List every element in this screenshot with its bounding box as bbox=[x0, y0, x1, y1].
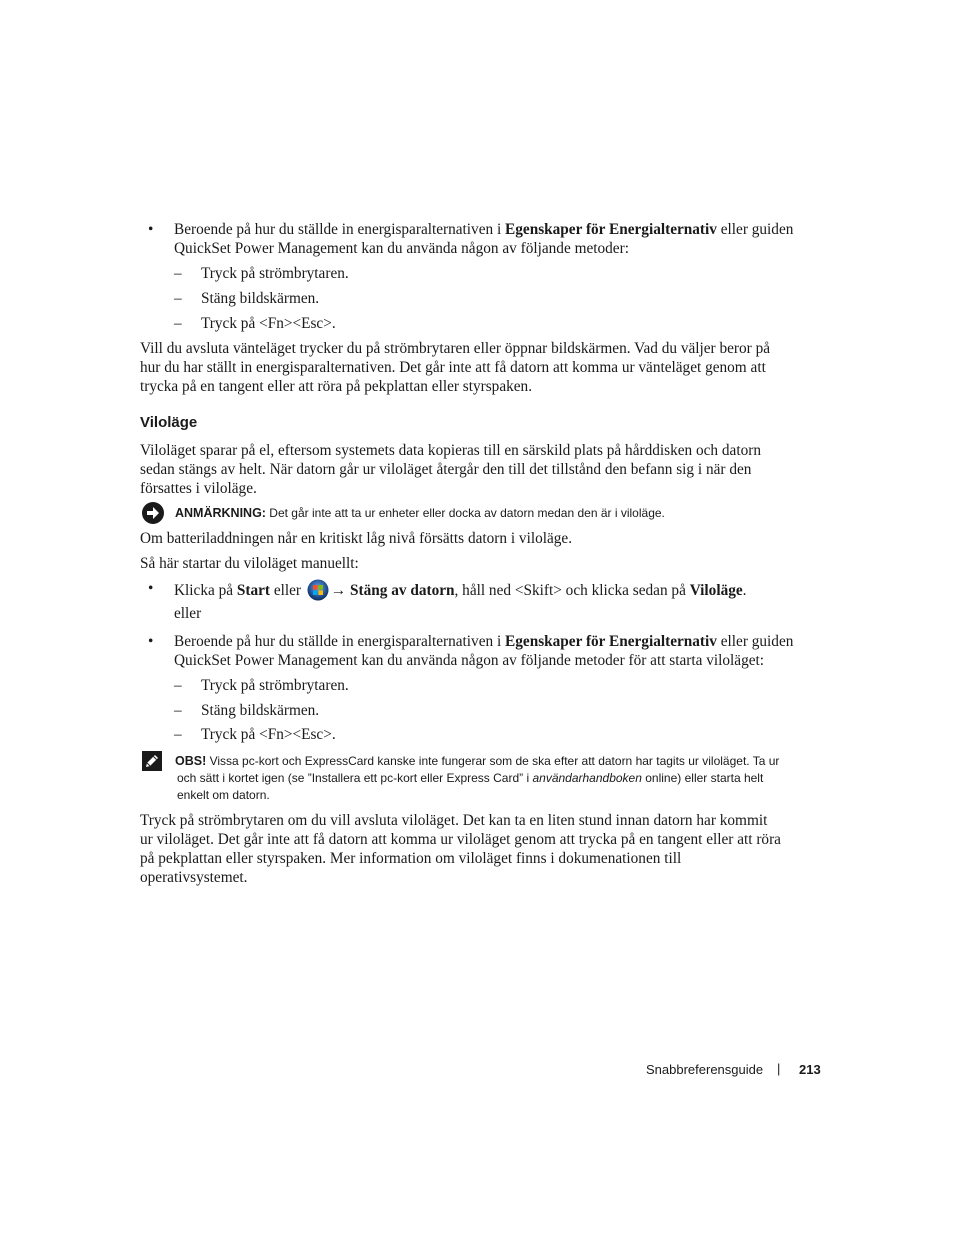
standby-intro-line-1: Beroende på hur du ställde in energisparalternativen i Egenskaper för Energialternativ eller guiden bbox=[174, 221, 794, 238]
dash-glyph: – bbox=[174, 677, 182, 694]
notice-arrow-icon bbox=[142, 502, 164, 524]
shutdown-label: Stäng av datorn bbox=[349, 582, 455, 599]
closing-paragraph-line: ur viloläget. Det går inte att få datorn att komma ur viloläget genom att trycka på en tangent eller att röra bbox=[140, 831, 781, 848]
battery-line: Om batteriladdningen når en kritiskt låg nivå försätts datorn i viloläge. bbox=[140, 530, 573, 547]
list-item: Tryck på strömbrytaren. bbox=[201, 677, 349, 694]
windows-start-icon bbox=[307, 579, 329, 601]
list-item: Tryck på <Fn><Esc>. bbox=[201, 315, 336, 332]
standby-exit-paragraph-line: Vill du avsluta vänteläget trycker du på strömbrytaren eller öppnar bildskärmen. Vad du väljer beror på bbox=[140, 340, 771, 357]
hibernate-intro-line: sedan stängs av helt. När datorn går ur viloläget återgår den till det tillstånd den befann sig i när den bbox=[140, 461, 752, 478]
dash-glyph: – bbox=[174, 726, 182, 743]
section-heading: Viloläge bbox=[140, 414, 198, 431]
or-text: eller bbox=[174, 605, 202, 622]
bullet-glyph: • bbox=[148, 580, 154, 597]
obs-line-2: och sätt i kortet igen (se ”Installera ett pc-kort eller Express Card” i användarhandboken online) eller starta helt bbox=[177, 771, 764, 785]
obs-label: OBS! bbox=[175, 754, 207, 768]
hibernate-methods-line-2: QuickSet Power Management kan du använda någon av följande metoder för att starta viloläget: bbox=[174, 652, 765, 669]
notice-label: ANMÄRKNING: bbox=[175, 506, 266, 520]
list-item: Tryck på <Fn><Esc>. bbox=[201, 726, 336, 743]
standby-exit-paragraph-line: trycka på en tangent eller att röra på pekplattan eller styrspaken. bbox=[140, 378, 533, 395]
obs-line-3: enkelt om datorn. bbox=[177, 788, 270, 802]
closing-paragraph-line: Tryck på strömbrytaren om du vill avsluta viloläget. Det kan ta en liten stund innan datorn har kommit bbox=[140, 812, 768, 829]
start-label: Start bbox=[236, 582, 271, 599]
hibernate-intro-line: Viloläget sparar på el, eftersom systemets data kopieras till en särskild plats på hårddisken och datorn bbox=[140, 442, 761, 459]
standby-intro-line-2: QuickSet Power Management kan du använda någon av följande metoder: bbox=[174, 240, 629, 257]
footer-section-title: Snabbreferensguide bbox=[646, 1062, 764, 1077]
list-item: Stäng bildskärmen. bbox=[201, 290, 320, 307]
footer-separator: | bbox=[777, 1061, 781, 1076]
user-guide-ref: användarhandboken bbox=[532, 771, 642, 785]
start-menu-instruction: Klicka på Start eller → Stäng av datorn, håll ned <Skift> och klicka sedan på Viloläge. bbox=[174, 579, 747, 601]
list-item: Tryck på strömbrytaren. bbox=[201, 265, 349, 282]
hibernate-label: Viloläge bbox=[689, 582, 743, 599]
page-number: 213 bbox=[799, 1062, 821, 1077]
power-options-ref: Egenskaper för Energialternativ bbox=[505, 633, 717, 650]
bullet-glyph: • bbox=[148, 221, 154, 238]
obs-line-1: OBS! Vissa pc-kort och ExpressCard kanske inte fungerar som de ska efter att datorn har tagits ur viloläget. Ta ur bbox=[175, 754, 780, 768]
hibernate-intro-line: försattes i viloläge. bbox=[140, 480, 257, 497]
dash-glyph: – bbox=[174, 290, 182, 307]
bullet-glyph: • bbox=[148, 633, 154, 650]
hibernate-methods-line-1: Beroende på hur du ställde in energisparalternativen i Egenskaper för Energialternativ eller guiden bbox=[174, 633, 794, 650]
manual-line: Så här startar du viloläget manuellt: bbox=[140, 555, 359, 572]
dash-glyph: – bbox=[174, 265, 182, 282]
list-item: Stäng bildskärmen. bbox=[201, 702, 320, 719]
notice-text: ANMÄRKNING: Det går inte att ta ur enheter eller docka av datorn medan den är i viloläge. bbox=[175, 506, 665, 520]
closing-paragraph-line: på pekplattan eller styrspaken. Mer information om viloläget finns i dokumenationen till bbox=[140, 850, 682, 867]
standby-exit-paragraph-line: hur du har ställt in energisparalternativen. Det går inte att få datorn att komma ur vänteläget genom att bbox=[140, 359, 766, 376]
closing-paragraph-line: operativsystemet. bbox=[140, 869, 248, 886]
dash-glyph: – bbox=[174, 702, 182, 719]
power-options-ref: Egenskaper för Energialternativ bbox=[505, 221, 717, 238]
note-pencil-icon bbox=[141, 750, 163, 772]
dash-glyph: – bbox=[174, 315, 182, 332]
